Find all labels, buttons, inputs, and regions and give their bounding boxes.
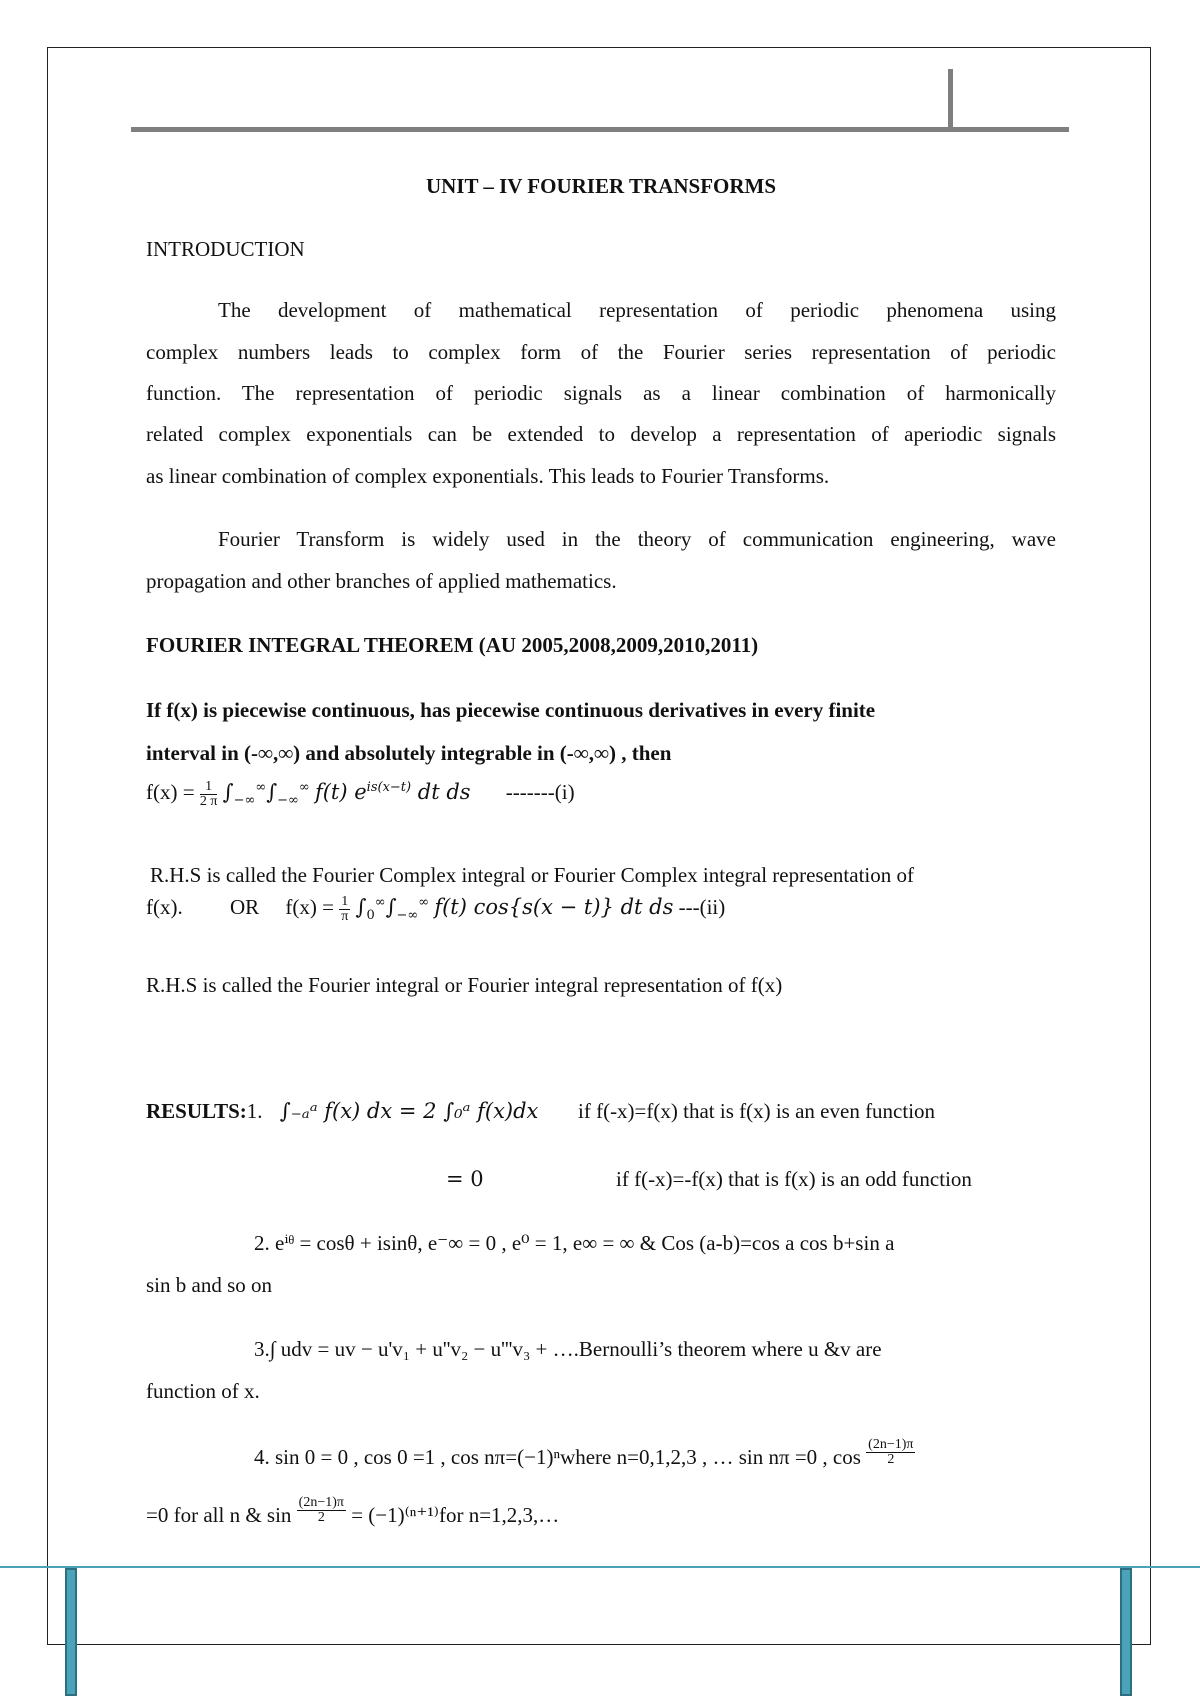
- para1-line1: The development of mathematical representation of periodic phenomena using: [218, 298, 1056, 322]
- result-4-line2-b: = (−1)⁽ⁿ⁺¹⁾for n=1,2,3,…: [351, 1503, 560, 1527]
- result-2-line1: 2. eⁱᶿ = cosθ + isinθ, e⁻∞ = 0 , e⁰ = 1, e∞ = ∞ & Cos (a-b)=cos a cos b+sin a: [254, 1231, 895, 1255]
- eq1-tag: -------(i): [505, 780, 575, 804]
- para2-line2: propagation and other branches of applied mathematics.: [146, 569, 617, 593]
- equation-ii: [146, 890, 1056, 929]
- theorem-line1: If f(x) is piecewise continuous, has piecewise continuous derivatives in every finite: [146, 698, 876, 722]
- result-4-line2: [146, 1494, 1056, 1528]
- footer-rule: [0, 1566, 1200, 1568]
- eq1-note: R.H.S is called the Fourier Complex integral or Fourier Complex integral representation of: [150, 863, 914, 887]
- result-4-line2-a: =0 for all n & sin: [146, 1503, 292, 1527]
- header-rule: [131, 127, 1069, 132]
- para2-line1: Fourier Transform is widely used in the theory of communication engineering, wave: [218, 527, 1056, 551]
- header-tick: [948, 69, 953, 129]
- theorem-line2: interval in (-∞,∞) and absolutely integrable in (-∞,∞) , then: [146, 741, 672, 765]
- result-4-cos-fraction: $\frac{(2n-1)\pi}{2}$: [868, 1436, 914, 1467]
- result-4-text: 4. sin 0 = 0 , cos 0 =1 , cos nπ=(−1)ⁿwhere n=0,1,2,3 , … sin nπ =0 , cos: [254, 1445, 861, 1469]
- para1-line3: function. The representation of periodic signals as a linear combination of harmonically: [146, 381, 1056, 405]
- eq1-lhs: f(x) =: [146, 780, 195, 804]
- intro-heading: INTRODUCTION: [146, 237, 305, 261]
- eq2-tag: ---(ii): [678, 895, 726, 919]
- result-3-line1: 3.∫ udv = uv − u'v₁ + u''v₂ − u'''v₃ + ….Bernoulli’s theorem where u &v are: [254, 1337, 882, 1361]
- para1-line4: related complex exponentials can be extended to develop a representation of aperiodic signals: [146, 422, 1056, 446]
- eq1-exponent: is(x−t): [366, 780, 412, 795]
- result-3-line2: function of x.: [146, 1379, 260, 1403]
- eq2-integrand: f(t) cos{s(x − t)} dt ds: [434, 895, 674, 919]
- page-frame: [47, 47, 1151, 1645]
- result-1b-condition: if f(-x)=-f(x) that is f(x) is an odd function: [616, 1167, 972, 1191]
- eq1-integrand: f(t) e: [314, 780, 367, 804]
- theorem-heading: FOURIER INTEGRAL THEOREM (AU 2005,2008,2009,2010,2011): [146, 633, 759, 657]
- result-1: [146, 1098, 1056, 1124]
- eq2-integrals: $\int_0^\infty\int_{-\infty}^\infty$: [355, 895, 430, 924]
- result-1-number: 1.: [246, 1099, 263, 1123]
- page-title: UNIT – IV FOURIER TRANSFORMS: [425, 174, 777, 198]
- eq1-integrals: $\int_{-\infty}^\infty\int_{-\infty}^\infty$: [222, 780, 310, 809]
- result-4-sin-fraction: $\frac{(2n-1)\pi}{2}$: [298, 1494, 344, 1525]
- eq2-prefix: f(x). OR f(x) =: [146, 895, 334, 919]
- para1-line2: complex numbers leads to complex form of the Fourier series representation of periodic: [146, 340, 1056, 364]
- result-1b-formula: = 0: [446, 1167, 484, 1191]
- eq1-tail: dt ds: [411, 780, 471, 804]
- results-label: RESULTS:: [146, 1099, 247, 1123]
- result-1-condition: if f(-x)=f(x) that is f(x) is an even function: [578, 1099, 936, 1123]
- equation-i: [146, 775, 1056, 814]
- eq2-fraction: $\frac{1}{\pi}$: [341, 893, 349, 924]
- result-2-line2: sin b and so on: [146, 1273, 272, 1297]
- footer-pillar-right: [1120, 1568, 1132, 1696]
- result-4-line1: [254, 1436, 1056, 1470]
- eq1-fraction: $\frac{1}{2 \pi}$: [199, 778, 218, 809]
- para1-line5: as linear combination of complex exponentials. This leads to Fourier Transforms.: [146, 464, 830, 488]
- result-1-formula: ∫₋ₐᵃ f(x) dx = 2 ∫₀ᵃ f(x)dx: [279, 1099, 539, 1123]
- eq2-note: R.H.S is called the Fourier integral or Fourier integral representation of f(x): [146, 973, 783, 997]
- footer-pillar-left: [65, 1568, 77, 1696]
